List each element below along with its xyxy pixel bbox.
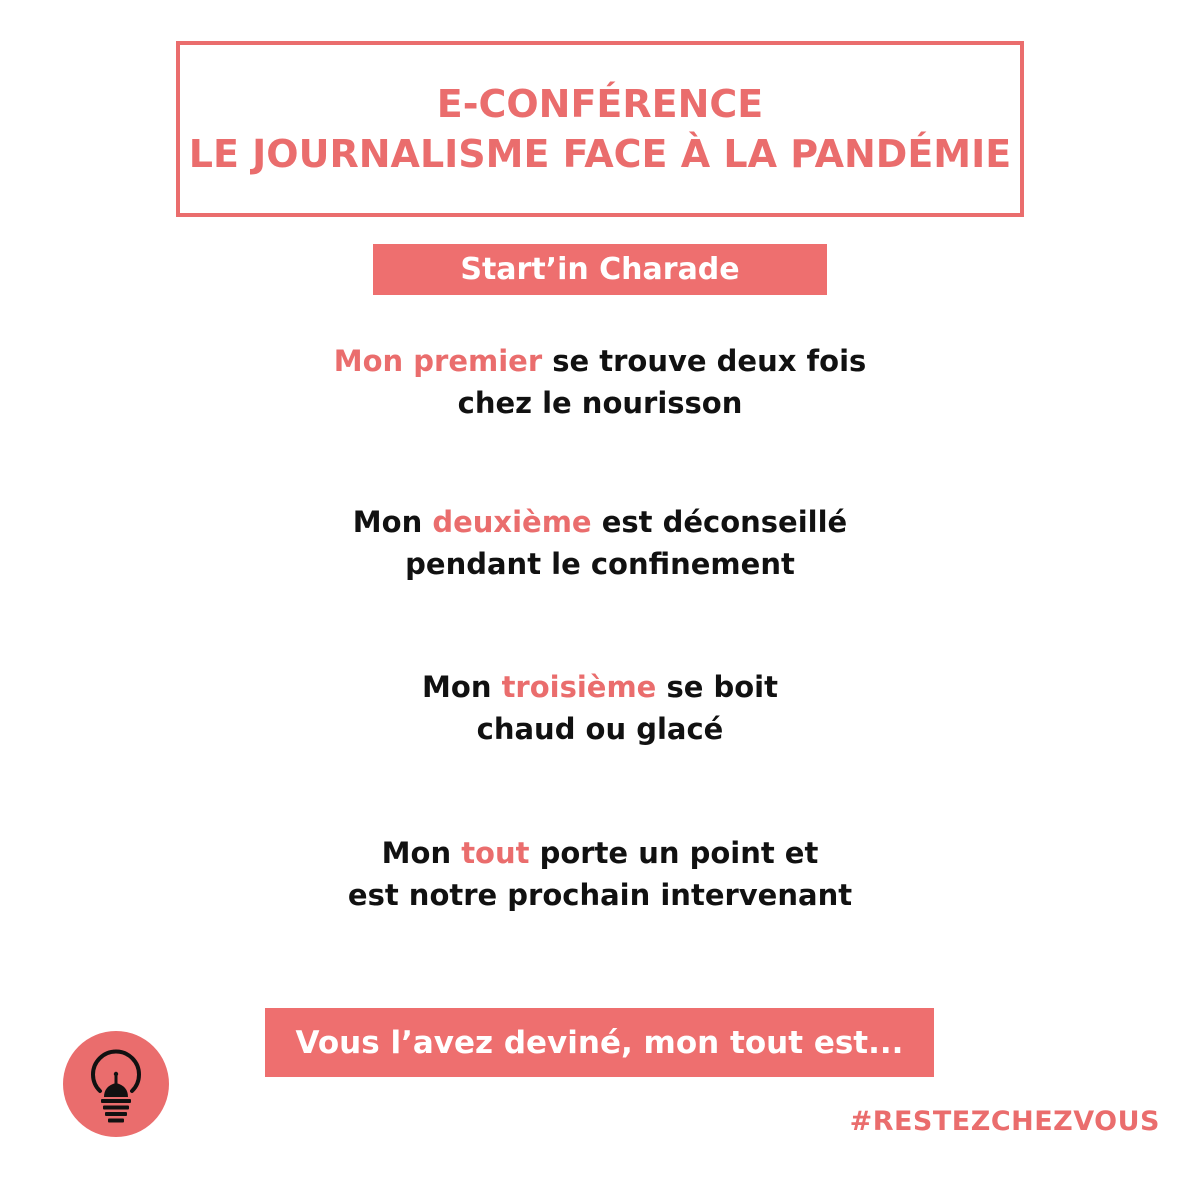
clue-suffix: est déconseillé: [591, 505, 848, 539]
clue-line: [200, 501, 1000, 543]
clue-line-2: est notre prochain intervenant: [347, 878, 853, 912]
clue-keyword: deuxième: [432, 505, 592, 539]
clue-suffix: se boit: [656, 670, 778, 704]
answer-band: Vous l’avez deviné, mon tout est...: [265, 1008, 934, 1077]
clue-suffix: se trouve deux fois: [542, 344, 867, 378]
subtitle-band: Start’in Charade: [373, 244, 827, 295]
lightbulb-dome-icon: [63, 1031, 169, 1137]
clue-first: [200, 340, 1000, 424]
clue-prefix: Mon: [381, 836, 462, 870]
clue-line: [200, 666, 1000, 708]
clue-keyword: troisième: [501, 670, 657, 704]
title-line-1: E-CONFÉRENCE: [436, 82, 764, 126]
clue-line-2: chaud ou glacé: [476, 712, 724, 746]
clue-suffix: porte un point et: [529, 836, 819, 870]
clue-third: [200, 666, 1000, 750]
clue-line: [200, 340, 1000, 382]
hashtag: #RESTEZCHEZVOUS: [849, 1106, 1160, 1137]
clue-prefix: Mon: [352, 505, 433, 539]
title-box: [176, 41, 1024, 217]
clue-line-2: pendant le confinement: [405, 547, 795, 581]
title-line-2: LE JOURNALISME FACE À LA PANDÉMIE: [188, 132, 1012, 176]
clue-keyword: Mon premier: [333, 344, 543, 378]
clue-prefix: Mon: [422, 670, 502, 704]
clue-line: [200, 832, 1000, 874]
clue-line-2: chez le nourisson: [457, 386, 743, 420]
clue-keyword: tout: [461, 836, 530, 870]
clue-second: [200, 501, 1000, 585]
clue-whole: [200, 832, 1000, 916]
